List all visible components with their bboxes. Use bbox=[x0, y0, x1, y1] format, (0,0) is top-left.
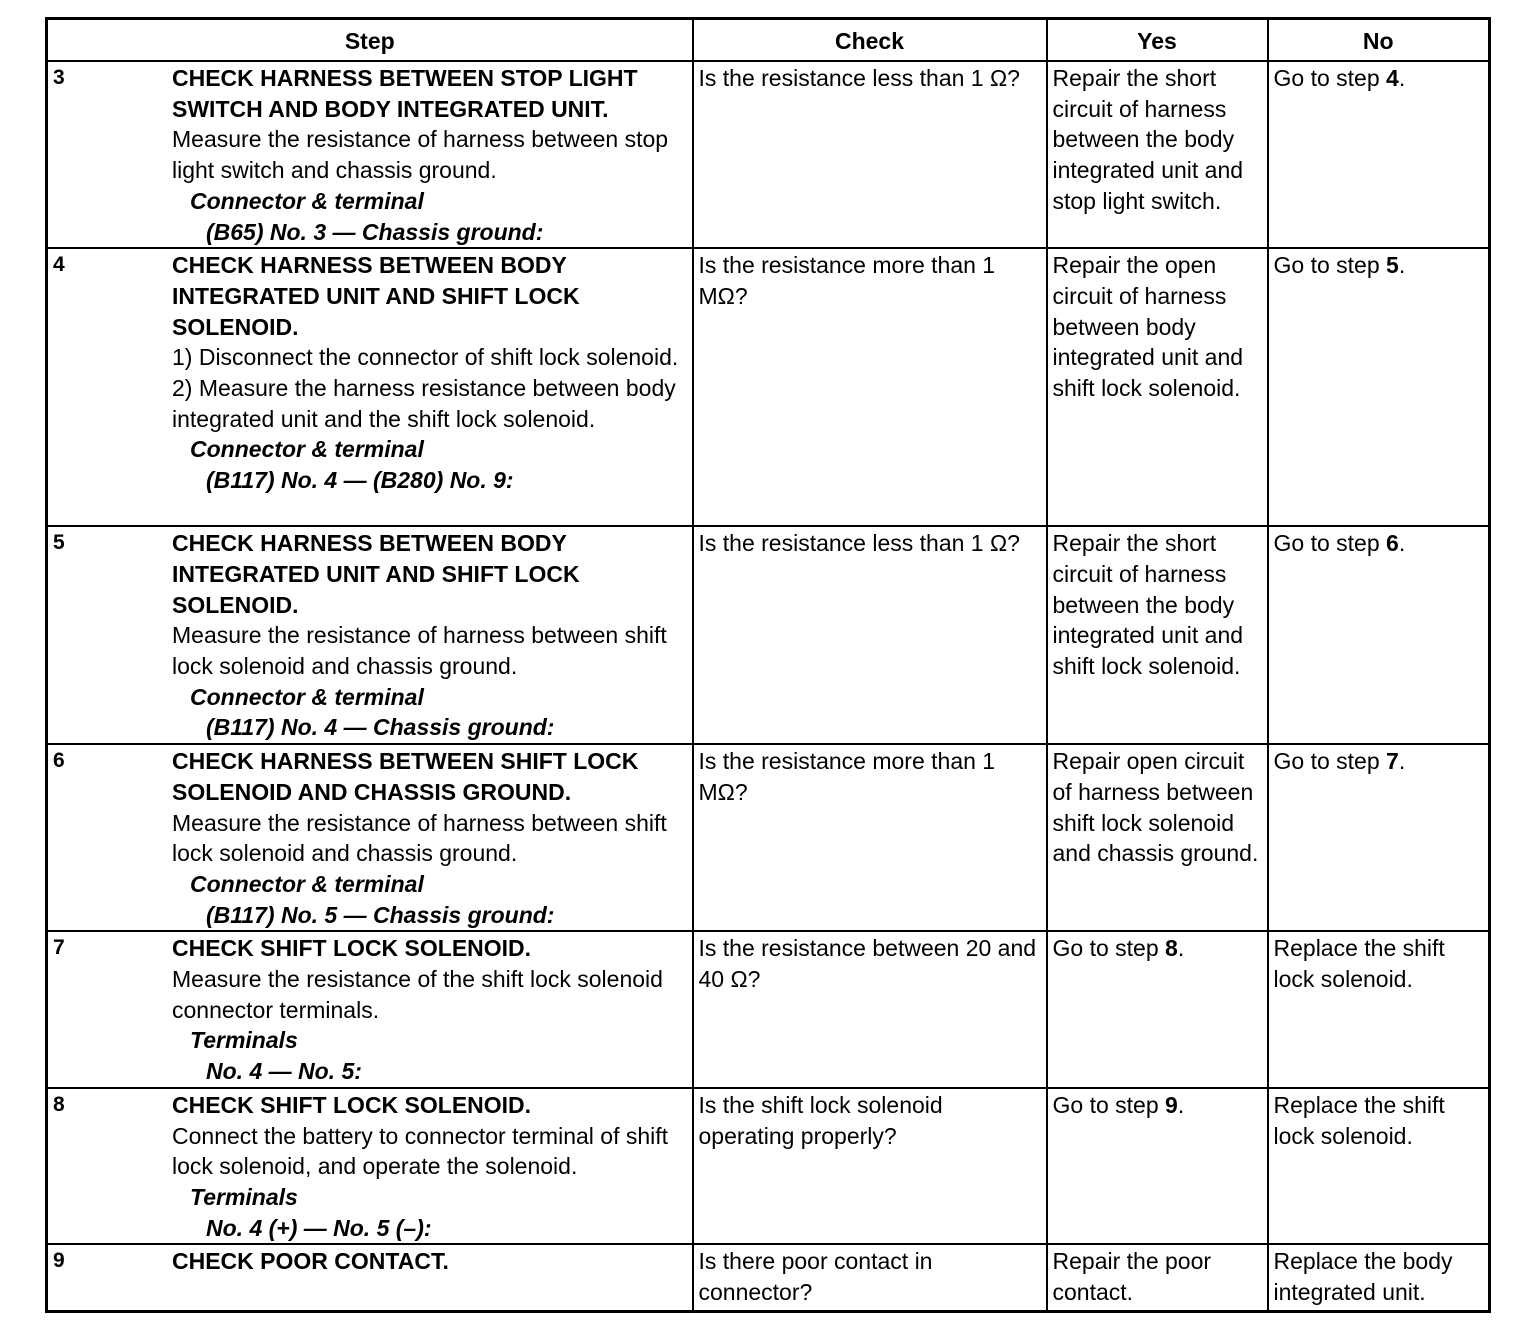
step-instruction: Measure the resistance of the shift lock solenoid connector terminals. bbox=[172, 966, 663, 1023]
yes-content bbox=[1048, 1245, 1267, 1307]
yes-cell bbox=[1047, 1244, 1268, 1311]
no-text-end: . bbox=[1398, 252, 1406, 279]
step-title: CHECK HARNESS BETWEEN SHIFT LOCK SOLENOID AND CHASSIS GROUND. bbox=[172, 748, 639, 805]
check-text: Is the resistance less than 1 Ω? bbox=[698, 530, 1020, 557]
no-cell bbox=[1268, 931, 1490, 1088]
step-number: 7 bbox=[53, 936, 65, 960]
no-content bbox=[1269, 1245, 1489, 1307]
check-cell bbox=[693, 248, 1047, 526]
no-text: Go to step bbox=[1273, 65, 1387, 91]
yes-text-end: . bbox=[1177, 1091, 1185, 1118]
no-cell bbox=[1268, 744, 1490, 931]
step-title: CHECK POOR CONTACT. bbox=[172, 1248, 449, 1275]
terminal-spec: No. 4 (+) — No. 5 (–): bbox=[206, 1214, 432, 1241]
yes-text: Repair the short circuit of harness between the body integrated unit and shift lock solenoid. bbox=[1052, 530, 1244, 680]
step-cell bbox=[47, 1244, 693, 1311]
table-row bbox=[47, 744, 1490, 931]
yes-step-number: 9 bbox=[1165, 1091, 1178, 1118]
yes-cell bbox=[1047, 1088, 1268, 1245]
no-content bbox=[1269, 1089, 1489, 1151]
step-instruction: Connect the battery to connector terminal of shift lock solenoid, and operate the solenoid. bbox=[172, 1122, 669, 1180]
no-cell bbox=[1268, 61, 1490, 248]
step-body bbox=[170, 527, 692, 743]
check-text: Is the resistance more than 1 MΩ? bbox=[698, 748, 996, 805]
diagnostic-table bbox=[45, 17, 1491, 1313]
step-body bbox=[170, 932, 692, 1087]
terminal-spec: (B117) No. 5 — Chassis ground: bbox=[206, 901, 555, 928]
no-content bbox=[1269, 249, 1489, 281]
yes-text: Repair the short circuit of harness between the body integrated unit and stop light switch. bbox=[1052, 65, 1244, 214]
terminal-spec: No. 4 — No. 5: bbox=[206, 1058, 362, 1085]
no-text: Replace the shift lock solenoid. bbox=[1273, 1091, 1445, 1149]
no-content bbox=[1269, 932, 1489, 994]
step-cell bbox=[47, 248, 693, 526]
no-step-number: 5 bbox=[1386, 252, 1399, 279]
table-row bbox=[47, 931, 1490, 1088]
no-content bbox=[1269, 745, 1489, 777]
no-text: Replace the shift lock solenoid. bbox=[1273, 935, 1445, 993]
step-body bbox=[170, 249, 692, 496]
step-instruction: Measure the resistance of harness between shift lock solenoid and chassis ground. bbox=[172, 809, 667, 867]
step-number: 4 bbox=[53, 253, 65, 277]
no-text-end: . bbox=[1398, 530, 1406, 557]
step-instruction: Measure the resistance of harness between shift lock solenoid and chassis ground. bbox=[172, 622, 667, 680]
yes-content bbox=[1048, 745, 1267, 869]
header-check: Check bbox=[693, 19, 1047, 62]
yes-text: Repair open circuit of harness between shift lock solenoid and chassis ground. bbox=[1052, 748, 1259, 867]
step-body bbox=[170, 1245, 692, 1277]
connector-label: Terminals bbox=[190, 1183, 298, 1210]
no-text: Go to step bbox=[1273, 748, 1387, 775]
yes-content bbox=[1048, 249, 1267, 404]
no-step-number: 4 bbox=[1386, 65, 1399, 91]
no-step-number: 6 bbox=[1386, 530, 1399, 557]
no-step-number: 7 bbox=[1386, 748, 1399, 775]
yes-text: Repair the poor contact. bbox=[1052, 1248, 1212, 1306]
step-title: CHECK HARNESS BETWEEN BODY INTEGRATED UNIT AND SHIFT LOCK SOLENOID. bbox=[172, 530, 580, 618]
yes-text: Repair the open circuit of harness between body integrated unit and shift lock solenoid. bbox=[1052, 252, 1244, 402]
terminal-spec: (B117) No. 4 — Chassis ground: bbox=[206, 714, 555, 741]
connector-label: Connector & terminal bbox=[190, 187, 424, 214]
no-cell bbox=[1268, 248, 1490, 526]
step-number: 9 bbox=[53, 1249, 65, 1273]
step-body bbox=[170, 1089, 692, 1244]
yes-text: Go to step bbox=[1052, 1091, 1166, 1118]
step-body bbox=[170, 745, 692, 930]
header-yes: Yes bbox=[1047, 19, 1268, 62]
yes-text-end: . bbox=[1177, 935, 1185, 962]
check-cell bbox=[693, 931, 1047, 1088]
connector-label: Connector & terminal bbox=[190, 436, 424, 463]
step-title: CHECK SHIFT LOCK SOLENOID. bbox=[172, 935, 532, 962]
yes-cell bbox=[1047, 61, 1268, 248]
header-step: Step bbox=[47, 19, 693, 62]
no-text-end: . bbox=[1398, 748, 1406, 775]
check-cell bbox=[693, 1088, 1047, 1245]
check-text: Is there poor contact in connector? bbox=[698, 1248, 933, 1306]
step-instruction: 1) Disconnect the connector of shift lock solenoid. bbox=[172, 344, 679, 371]
check-cell bbox=[693, 1244, 1047, 1311]
yes-step-number: 8 bbox=[1165, 935, 1178, 962]
header-no: No bbox=[1268, 19, 1490, 62]
terminal-spec: (B65) No. 3 — Chassis ground: bbox=[206, 218, 544, 245]
terminal-spec: (B117) No. 4 — (B280) No. 9: bbox=[206, 467, 514, 494]
check-cell bbox=[693, 61, 1047, 248]
yes-cell bbox=[1047, 744, 1268, 931]
step-number: 5 bbox=[53, 531, 65, 555]
step-title: CHECK HARNESS BETWEEN STOP LIGHT SWITCH AND BODY INTEGRATED UNIT. bbox=[172, 65, 638, 122]
check-text: Is the resistance less than 1 Ω? bbox=[698, 65, 1020, 91]
connector-label: Connector & terminal bbox=[190, 683, 424, 710]
table-row bbox=[47, 248, 1490, 526]
yes-cell bbox=[1047, 248, 1268, 526]
yes-content bbox=[1048, 62, 1267, 217]
yes-content bbox=[1048, 932, 1267, 964]
no-cell bbox=[1268, 526, 1490, 744]
no-text: Go to step bbox=[1273, 530, 1387, 557]
step-number: 6 bbox=[53, 749, 65, 773]
no-cell bbox=[1268, 1244, 1490, 1311]
yes-content bbox=[1048, 1089, 1267, 1121]
check-cell bbox=[693, 526, 1047, 744]
check-text: Is the shift lock solenoid operating properly? bbox=[698, 1091, 943, 1149]
no-content bbox=[1269, 62, 1489, 94]
check-text: Is the resistance between 20 and 40 Ω? bbox=[698, 935, 1037, 993]
no-text: Go to step bbox=[1273, 252, 1387, 279]
step-cell bbox=[47, 744, 693, 931]
yes-cell bbox=[1047, 931, 1268, 1088]
table-row bbox=[47, 1088, 1490, 1245]
yes-text: Go to step bbox=[1052, 935, 1166, 962]
no-content bbox=[1269, 527, 1489, 559]
step-number: 8 bbox=[53, 1092, 65, 1116]
step-instruction: 2) Measure the harness resistance between body integrated unit and the shift lock solenoid. bbox=[172, 375, 676, 432]
no-cell bbox=[1268, 1088, 1490, 1245]
header-row bbox=[47, 19, 1490, 62]
step-cell bbox=[47, 61, 693, 248]
yes-cell bbox=[1047, 526, 1268, 744]
connector-label: Terminals bbox=[190, 1027, 298, 1054]
step-body bbox=[170, 62, 692, 247]
connector-label: Connector & terminal bbox=[190, 870, 424, 897]
step-cell bbox=[47, 931, 693, 1088]
no-text: Replace the body integrated unit. bbox=[1273, 1248, 1453, 1306]
step-title: CHECK HARNESS BETWEEN BODY INTEGRATED UNIT AND SHIFT LOCK SOLENOID. bbox=[172, 252, 580, 340]
check-cell bbox=[693, 744, 1047, 931]
step-number: 3 bbox=[53, 66, 65, 89]
step-instruction: Measure the resistance of harness between stop light switch and chassis ground. bbox=[172, 126, 669, 184]
table-row bbox=[47, 1244, 1490, 1311]
table-row bbox=[47, 526, 1490, 744]
yes-content bbox=[1048, 527, 1267, 682]
step-title: CHECK SHIFT LOCK SOLENOID. bbox=[172, 1091, 532, 1118]
table-row bbox=[47, 61, 1490, 248]
no-text-end: . bbox=[1398, 65, 1406, 91]
check-text: Is the resistance more than 1 MΩ? bbox=[698, 252, 996, 309]
step-cell bbox=[47, 526, 693, 744]
step-cell bbox=[47, 1088, 693, 1245]
